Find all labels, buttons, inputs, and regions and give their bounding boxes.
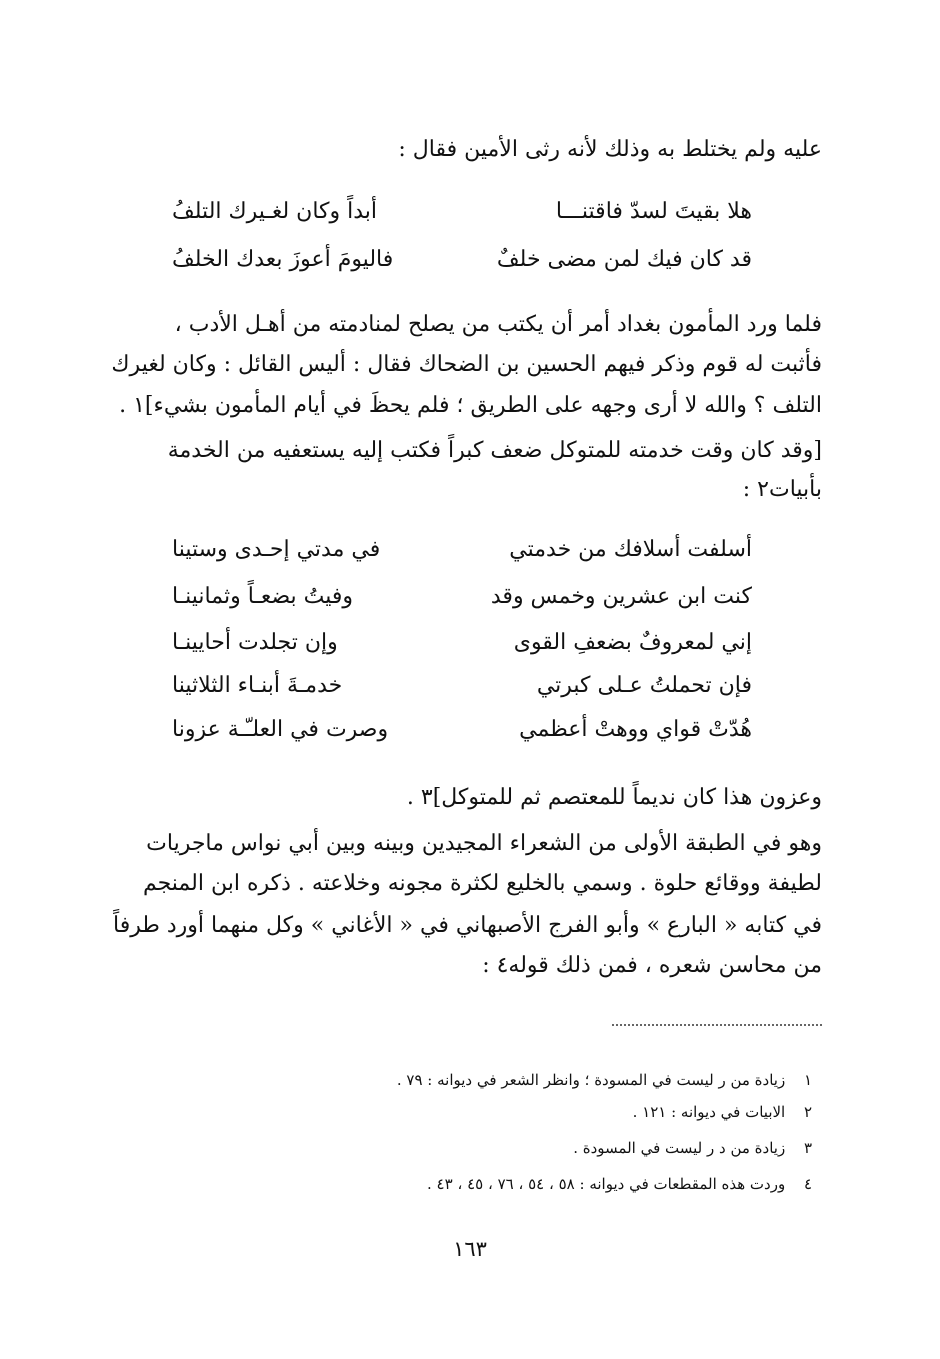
poem1-verse-2 — [172, 238, 752, 282]
footnote-text: زيادة من ر ليست في المسودة ؛ وانظر الشعر في ديوانه : ٧٩ . — [396, 1071, 786, 1089]
paragraph2-line-5: من محاسن شعره ، فمن ذلك قوله٤ : — [482, 953, 822, 978]
hemistich-second: أبداً وكان لغـيرك التلفُ — [172, 199, 378, 224]
paragraph2-line-4: في كتابه « البارع » وأبو الفرج الأصبهاني في « الأغاني » وكل منهما أورد طرفاً — [113, 913, 822, 938]
poem1-verse-1 — [172, 190, 752, 234]
footnote-separator — [612, 1024, 822, 1026]
hemistich-second: في مدتي إحـدى وستينا — [172, 537, 381, 562]
hemistich-second: وصرت في العلـّـة عزونا — [172, 717, 389, 742]
hemistich-first: قد كان فيك لمن مضى خلفٌ — [496, 247, 752, 272]
paragraph2-line-3: لطيفة ووقائع حلوة . وسمي بالخليع لكثرة مجونه وخلاعته . ذكره ابن المنجم — [142, 871, 822, 896]
footnote-4 — [122, 1170, 812, 1198]
hemistich-first: هُدّتْ قواي ووهتْ أعظمي — [519, 717, 752, 742]
footnote-number: ٢ — [803, 1103, 812, 1121]
footnote-number: ٤ — [803, 1175, 812, 1193]
hemistich-first: كنت ابن عشرين وخمس وقد — [490, 584, 752, 609]
intro-line: عليه ولم يختلط به وذلك لأنه رثى الأمين فقال : — [398, 137, 822, 162]
poem2-verse-3 — [172, 621, 752, 665]
hemistich-second: خدمـةَ أبنـاء الثلاثينا — [172, 673, 343, 698]
footnote-1 — [122, 1066, 812, 1094]
paragraph1-line-3: التلف ؟ والله لا أرى وجهه على الطريق ؛ فلم يحظَ في أيام المأمون بشيء]١ . — [119, 393, 822, 418]
footnote-2 — [122, 1098, 812, 1126]
paragraph1-line-2: فأثبت له قوم وذكر فيهم الحسين بن الضحاك فقال : أليس القائل : وكان لغيرك — [111, 352, 822, 377]
poem2-verse-4 — [172, 664, 752, 708]
hemistich-first: إني لمعروفٌ بضعفِ القوى — [513, 630, 752, 655]
hemistich-second: فاليومَ أعوزَ بعدك الخلفُ — [172, 247, 394, 272]
footnote-text: زيادة من د ر ليست في المسودة . — [573, 1139, 786, 1157]
poem2-verse-2 — [172, 575, 752, 619]
footnote-text: الابيات في ديوانه : ١٢١ . — [632, 1103, 786, 1121]
hemistich-first: هلا بقيتَ لسدّ فاقتنـــا — [555, 199, 752, 224]
paragraph1-line-1: فلما ورد المأمون بغداد أمر أن يكتب من يصلح لمنادمته من أهـل الأدب ، — [174, 312, 822, 337]
footnote-number: ٣ — [803, 1139, 812, 1157]
page-number: ١٦٣ — [453, 1237, 487, 1261]
hemistich-second: وفيتُ بضعـاً وثمانينـا — [172, 584, 354, 609]
footnote-text: وردت هذه المقطعات في ديوانه : ٥٨ ، ٥٤ ، ٧٦ ، ٤٥ ، ٤٣ . — [427, 1175, 786, 1193]
hemistich-first: أسلفت أسلافك من خدمتي — [509, 537, 752, 562]
paragraph1-line-5: بأبيات٢ : — [742, 477, 822, 502]
paragraph2-line-2: وهو في الطبقة الأولى من الشعراء المجيدين وبينه وبين أبي نواس ماجريات — [146, 831, 822, 856]
footnote-3 — [122, 1134, 812, 1162]
paragraph1-line-4: [وقد كان وقت خدمته للمتوكل ضعف كبراً فكتب إليه يستعفيه من الخدمة — [167, 438, 822, 463]
hemistich-second: وإن تجلدت أحايينـا — [172, 630, 338, 655]
poem2-verse-5 — [172, 708, 752, 752]
footnote-number: ١ — [803, 1071, 812, 1089]
paragraph2-line-1: وعزون هذا كان نديماً للمعتصم ثم للمتوكل]٣ . — [406, 785, 822, 810]
poem2-verse-1 — [172, 528, 752, 572]
hemistich-first: فإن تحملتُ عـلى كبرتي — [536, 673, 752, 698]
